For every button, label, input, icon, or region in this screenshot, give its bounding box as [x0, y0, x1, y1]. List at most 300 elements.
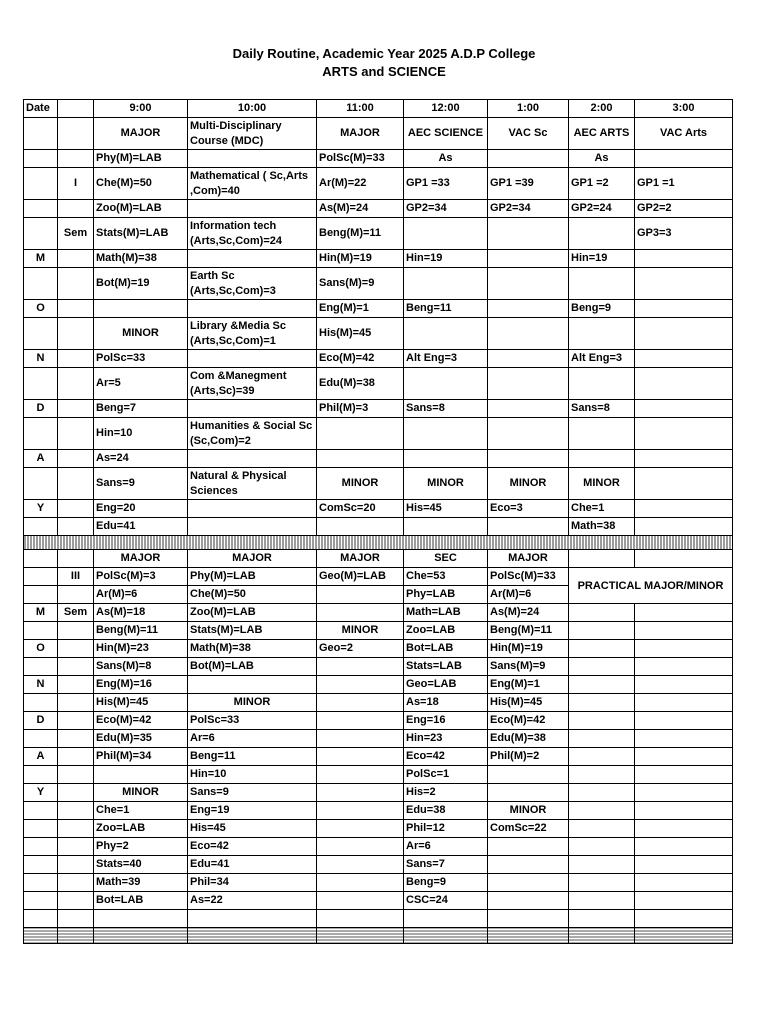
table-cell: N	[24, 350, 58, 368]
table-row	[24, 118, 733, 150]
table-cell: Phil(M)=3	[317, 400, 404, 418]
table-cell: GP1 =33	[404, 168, 488, 200]
table-cell: Eco(M)=42	[94, 712, 188, 730]
table-cell	[58, 100, 94, 118]
table-cell	[24, 658, 58, 676]
table-row	[24, 910, 733, 928]
table-cell	[635, 658, 733, 676]
table-row	[24, 168, 733, 200]
table-cell	[635, 350, 733, 368]
table-cell	[635, 604, 733, 622]
table-row	[24, 658, 733, 676]
table-cell	[488, 450, 569, 468]
table-cell: MINOR	[188, 694, 317, 712]
table-cell	[24, 910, 58, 928]
table-cell	[24, 622, 58, 640]
table-cell	[404, 910, 488, 928]
table-cell: Beng=9	[569, 300, 635, 318]
table-cell	[635, 874, 733, 892]
table-cell: Sans=9	[94, 468, 188, 500]
table-cell	[24, 200, 58, 218]
table-cell: PolSc=33	[188, 712, 317, 730]
table-cell: Ar=6	[188, 730, 317, 748]
table-cell: As(M)=24	[317, 200, 404, 218]
table-cell	[58, 350, 94, 368]
table-cell: Edu(M)=38	[317, 368, 404, 400]
table-cell: O	[24, 300, 58, 318]
table-row	[24, 250, 733, 268]
table-cell	[635, 712, 733, 730]
table-cell	[24, 694, 58, 712]
table-row	[24, 640, 733, 658]
table-cell	[317, 712, 404, 730]
table-cell	[569, 676, 635, 694]
table-cell	[317, 892, 404, 910]
table-cell	[635, 784, 733, 802]
table-cell: M	[24, 604, 58, 622]
table-cell	[58, 694, 94, 712]
table-cell: Sans(M)=9	[317, 268, 404, 300]
table-cell	[24, 586, 58, 604]
table-cell: D	[24, 400, 58, 418]
table-cell	[488, 368, 569, 400]
table-cell	[58, 268, 94, 300]
table-cell: Hin(M)=19	[488, 640, 569, 658]
table-cell	[24, 820, 58, 838]
table-cell: MAJOR	[94, 550, 188, 568]
table-cell: Stats(M)=LAB	[94, 218, 188, 250]
table-cell: MINOR	[404, 468, 488, 500]
table-cell: Hin=10	[94, 418, 188, 450]
table-cell: Information tech (Arts,Sc,Com)=24	[188, 218, 317, 250]
table-cell	[569, 892, 635, 910]
table-cell	[488, 150, 569, 168]
table-cell	[569, 418, 635, 450]
table-cell	[488, 910, 569, 928]
table-cell: Bot=LAB	[404, 640, 488, 658]
table-cell	[317, 676, 404, 694]
table-row	[24, 838, 733, 856]
divider-cell	[404, 928, 488, 944]
table-cell	[404, 318, 488, 350]
table-cell	[488, 400, 569, 418]
table-cell: Math=LAB	[404, 604, 488, 622]
table-cell	[635, 748, 733, 766]
table-cell: VAC Sc	[488, 118, 569, 150]
table-cell: Hin=19	[404, 250, 488, 268]
table-cell	[24, 568, 58, 586]
table-cell	[569, 784, 635, 802]
table-cell: His(M)=45	[488, 694, 569, 712]
table-cell: Hin=23	[404, 730, 488, 748]
table-cell: Hin(M)=23	[94, 640, 188, 658]
table-cell: Che=1	[94, 802, 188, 820]
table-cell	[188, 300, 317, 318]
table-cell	[635, 318, 733, 350]
table-cell	[569, 874, 635, 892]
table-cell	[94, 766, 188, 784]
table-cell	[317, 802, 404, 820]
page-title: Daily Routine, Academic Year 2025 A.D.P College	[232, 46, 536, 61]
table-cell	[635, 676, 733, 694]
table-cell	[58, 712, 94, 730]
table-cell: Che=53	[404, 568, 488, 586]
table-cell	[488, 218, 569, 250]
table-cell: N	[24, 676, 58, 694]
table-cell: Eco(M)=42	[488, 712, 569, 730]
table-cell	[188, 350, 317, 368]
table-cell	[58, 838, 94, 856]
table-cell: PolSc(M)=33	[317, 150, 404, 168]
table-cell	[488, 518, 569, 536]
table-cell: AEC ARTS	[569, 118, 635, 150]
header-row	[24, 100, 733, 118]
table-cell	[58, 874, 94, 892]
table-cell	[317, 910, 404, 928]
table-cell	[317, 694, 404, 712]
table-cell	[569, 604, 635, 622]
table-cell	[635, 640, 733, 658]
table-cell: Geo=2	[317, 640, 404, 658]
table-cell	[24, 318, 58, 350]
table-cell	[635, 418, 733, 450]
table-cell: Alt Eng=3	[404, 350, 488, 368]
table-cell: His(M)=45	[94, 694, 188, 712]
table-cell: VAC Arts	[635, 118, 733, 150]
table-cell: As=24	[94, 450, 188, 468]
table-cell: Eng=16	[404, 712, 488, 730]
table-row	[24, 712, 733, 730]
divider-cell	[569, 928, 635, 944]
table-cell	[488, 300, 569, 318]
table-cell: MINOR	[94, 784, 188, 802]
table-cell	[58, 622, 94, 640]
table-row	[24, 418, 733, 450]
table-cell	[569, 550, 635, 568]
table-cell	[58, 784, 94, 802]
table-row	[24, 604, 733, 622]
table-cell: GP2=34	[404, 200, 488, 218]
table-cell: Eng=20	[94, 500, 188, 518]
table-cell	[58, 802, 94, 820]
table-cell: AEC SCIENCE	[404, 118, 488, 150]
table-cell	[24, 368, 58, 400]
table-cell	[317, 838, 404, 856]
table-cell	[635, 300, 733, 318]
table-cell: ComSc=20	[317, 500, 404, 518]
table-cell	[58, 250, 94, 268]
table-cell	[569, 730, 635, 748]
table-cell: Y	[24, 500, 58, 518]
table-row	[24, 468, 733, 500]
table-cell: GP2=34	[488, 200, 569, 218]
table-cell	[488, 838, 569, 856]
table-cell: As(M)=18	[94, 604, 188, 622]
table-cell	[635, 450, 733, 468]
table-cell: MAJOR	[94, 118, 188, 150]
table-cell	[488, 874, 569, 892]
table-cell	[488, 892, 569, 910]
table-row	[24, 820, 733, 838]
table-cell	[635, 838, 733, 856]
table-cell	[569, 368, 635, 400]
table-cell: As	[404, 150, 488, 168]
table-cell	[569, 640, 635, 658]
table-cell: Eco=3	[488, 500, 569, 518]
table-cell	[94, 910, 188, 928]
table-cell	[58, 150, 94, 168]
table-cell: Hin(M)=19	[317, 250, 404, 268]
table-cell	[569, 766, 635, 784]
table-cell: GP2=24	[569, 200, 635, 218]
table-cell	[488, 268, 569, 300]
table-cell: I	[58, 168, 94, 200]
table-row	[24, 766, 733, 784]
table-cell: Phil(M)=2	[488, 748, 569, 766]
table-cell: MINOR	[317, 622, 404, 640]
table-cell: ComSc=22	[488, 820, 569, 838]
table-cell	[404, 268, 488, 300]
table-cell: Sans(M)=8	[94, 658, 188, 676]
bottom-divider	[24, 928, 733, 944]
table-cell: GP1 =39	[488, 168, 569, 200]
table-cell	[24, 892, 58, 910]
table-cell	[635, 892, 733, 910]
table-cell: 11:00	[317, 100, 404, 118]
table-cell	[188, 150, 317, 168]
table-cell	[58, 550, 94, 568]
table-cell	[58, 640, 94, 658]
table-cell	[635, 500, 733, 518]
table-cell: Date	[24, 100, 58, 118]
table-cell	[569, 910, 635, 928]
table-cell: Zoo=LAB	[404, 622, 488, 640]
table-cell	[58, 676, 94, 694]
table-cell: Phy=LAB	[404, 586, 488, 604]
table-cell: 2:00	[569, 100, 635, 118]
table-cell	[317, 658, 404, 676]
table-cell	[24, 838, 58, 856]
table-cell	[58, 856, 94, 874]
page-subtitle: ARTS and SCIENCE	[322, 64, 446, 79]
table-cell: Sans(M)=9	[488, 658, 569, 676]
table-cell: Geo=LAB	[404, 676, 488, 694]
section-divider	[24, 536, 733, 550]
table-row	[24, 200, 733, 218]
table-cell: Zoo(M)=LAB	[188, 604, 317, 622]
table-cell	[569, 268, 635, 300]
table-cell: MINOR	[569, 468, 635, 500]
table-cell	[635, 150, 733, 168]
table-cell	[569, 218, 635, 250]
table-cell	[188, 910, 317, 928]
table-cell	[58, 730, 94, 748]
table-cell	[635, 368, 733, 400]
table-cell	[317, 784, 404, 802]
table-row	[24, 150, 733, 168]
table-cell: His(M)=45	[317, 318, 404, 350]
table-cell: O	[24, 640, 58, 658]
table-cell	[317, 874, 404, 892]
table-cell: Eco=42	[404, 748, 488, 766]
table-cell	[24, 418, 58, 450]
table-cell: GP1 =1	[635, 168, 733, 200]
table-cell: As=18	[404, 694, 488, 712]
table-cell	[635, 400, 733, 418]
table-cell	[488, 766, 569, 784]
table-cell	[488, 318, 569, 350]
table-cell: Sans=8	[404, 400, 488, 418]
table-cell	[569, 318, 635, 350]
table-cell: Hin=10	[188, 766, 317, 784]
table-cell: Eco(M)=42	[317, 350, 404, 368]
table-cell	[317, 418, 404, 450]
table-cell	[24, 468, 58, 500]
table-row	[24, 802, 733, 820]
table-cell	[58, 500, 94, 518]
table-cell	[635, 268, 733, 300]
table-cell: Edu=41	[188, 856, 317, 874]
table-cell	[58, 518, 94, 536]
table-cell	[58, 400, 94, 418]
table-cell: Eng(M)=1	[488, 676, 569, 694]
divider-cell	[488, 928, 569, 944]
table-cell	[635, 518, 733, 536]
divider-bar	[24, 536, 733, 550]
table-cell	[569, 820, 635, 838]
table-cell	[58, 368, 94, 400]
table-cell: Library &Media Sc (Arts,Sc,Com)=1	[188, 318, 317, 350]
table-cell: CSC=24	[404, 892, 488, 910]
table-cell: Edu=38	[404, 802, 488, 820]
table-row	[24, 856, 733, 874]
table-cell: Beng=9	[404, 874, 488, 892]
table-cell	[58, 118, 94, 150]
table-cell	[404, 418, 488, 450]
table-cell: Y	[24, 784, 58, 802]
table-cell	[635, 766, 733, 784]
table-cell: PolSc=33	[94, 350, 188, 368]
table-cell	[635, 468, 733, 500]
table-cell: Beng(M)=11	[94, 622, 188, 640]
table-cell	[317, 856, 404, 874]
table-cell	[569, 622, 635, 640]
table-cell	[24, 856, 58, 874]
table-cell: His=45	[188, 820, 317, 838]
table-cell	[188, 250, 317, 268]
table-row	[24, 368, 733, 400]
table-cell	[317, 586, 404, 604]
table-cell	[58, 766, 94, 784]
table-cell	[317, 820, 404, 838]
table-cell: Bot=LAB	[94, 892, 188, 910]
table-cell: Beng=11	[404, 300, 488, 318]
table-cell: Che(M)=50	[94, 168, 188, 200]
table-row	[24, 874, 733, 892]
table-cell	[24, 874, 58, 892]
table-cell: PolSc=1	[404, 766, 488, 784]
table-cell	[569, 450, 635, 468]
table-cell	[58, 418, 94, 450]
table-cell: Stats=LAB	[404, 658, 488, 676]
table-cell: A	[24, 450, 58, 468]
table-cell: Che(M)=50	[188, 586, 317, 604]
table-row	[24, 450, 733, 468]
table-cell: Eng(M)=1	[317, 300, 404, 318]
table-cell	[317, 604, 404, 622]
table-cell	[58, 450, 94, 468]
table-cell: Phy(M)=LAB	[188, 568, 317, 586]
table-cell: Phil(M)=34	[94, 748, 188, 766]
table-cell	[58, 300, 94, 318]
table-cell	[24, 268, 58, 300]
table-row	[24, 622, 733, 640]
table-cell	[488, 856, 569, 874]
table-cell	[188, 450, 317, 468]
table-row	[24, 568, 733, 586]
table-cell: Mathematical ( Sc,Arts ,Com)=40	[188, 168, 317, 200]
table-row	[24, 218, 733, 250]
table-cell: MAJOR	[317, 550, 404, 568]
table-cell	[58, 910, 94, 928]
table-cell: III	[58, 568, 94, 586]
table-cell	[569, 712, 635, 730]
table-cell: Phy=2	[94, 838, 188, 856]
table-cell	[404, 450, 488, 468]
table-cell	[488, 350, 569, 368]
table-cell: Math(M)=38	[94, 250, 188, 268]
table-cell	[188, 200, 317, 218]
table-cell	[569, 658, 635, 676]
table-cell	[24, 766, 58, 784]
table-cell: PolSc(M)=3	[94, 568, 188, 586]
table-cell	[58, 820, 94, 838]
table-cell: Beng=11	[188, 748, 317, 766]
table-cell: Beng(M)=11	[488, 622, 569, 640]
table-row	[24, 518, 733, 536]
table-cell	[488, 784, 569, 802]
table-cell	[635, 856, 733, 874]
table-cell: Ar=6	[404, 838, 488, 856]
divider-cell	[94, 928, 188, 944]
table-cell	[635, 730, 733, 748]
table-cell: Bot(M)=19	[94, 268, 188, 300]
table-cell: MINOR	[488, 802, 569, 820]
table-cell	[635, 694, 733, 712]
table-cell: GP2=2	[635, 200, 733, 218]
table-cell: Sans=8	[569, 400, 635, 418]
table-cell: Ar(M)=6	[94, 586, 188, 604]
table-cell	[569, 856, 635, 874]
divider-cell	[188, 928, 317, 944]
table-cell	[58, 658, 94, 676]
table-cell	[188, 400, 317, 418]
table-cell: His=45	[404, 500, 488, 518]
table-cell: Geo(M)=LAB	[317, 568, 404, 586]
routine-table	[23, 99, 733, 944]
table-cell	[488, 418, 569, 450]
table-cell: Hin=19	[569, 250, 635, 268]
table-cell: SEC	[404, 550, 488, 568]
table-cell	[317, 748, 404, 766]
table-row	[24, 318, 733, 350]
table-cell: MAJOR	[188, 550, 317, 568]
table-cell	[635, 250, 733, 268]
table-cell: Humanities & Social Sc (Sc,Com)=2	[188, 418, 317, 450]
table-cell: As=22	[188, 892, 317, 910]
table-cell	[58, 892, 94, 910]
table-cell	[404, 218, 488, 250]
